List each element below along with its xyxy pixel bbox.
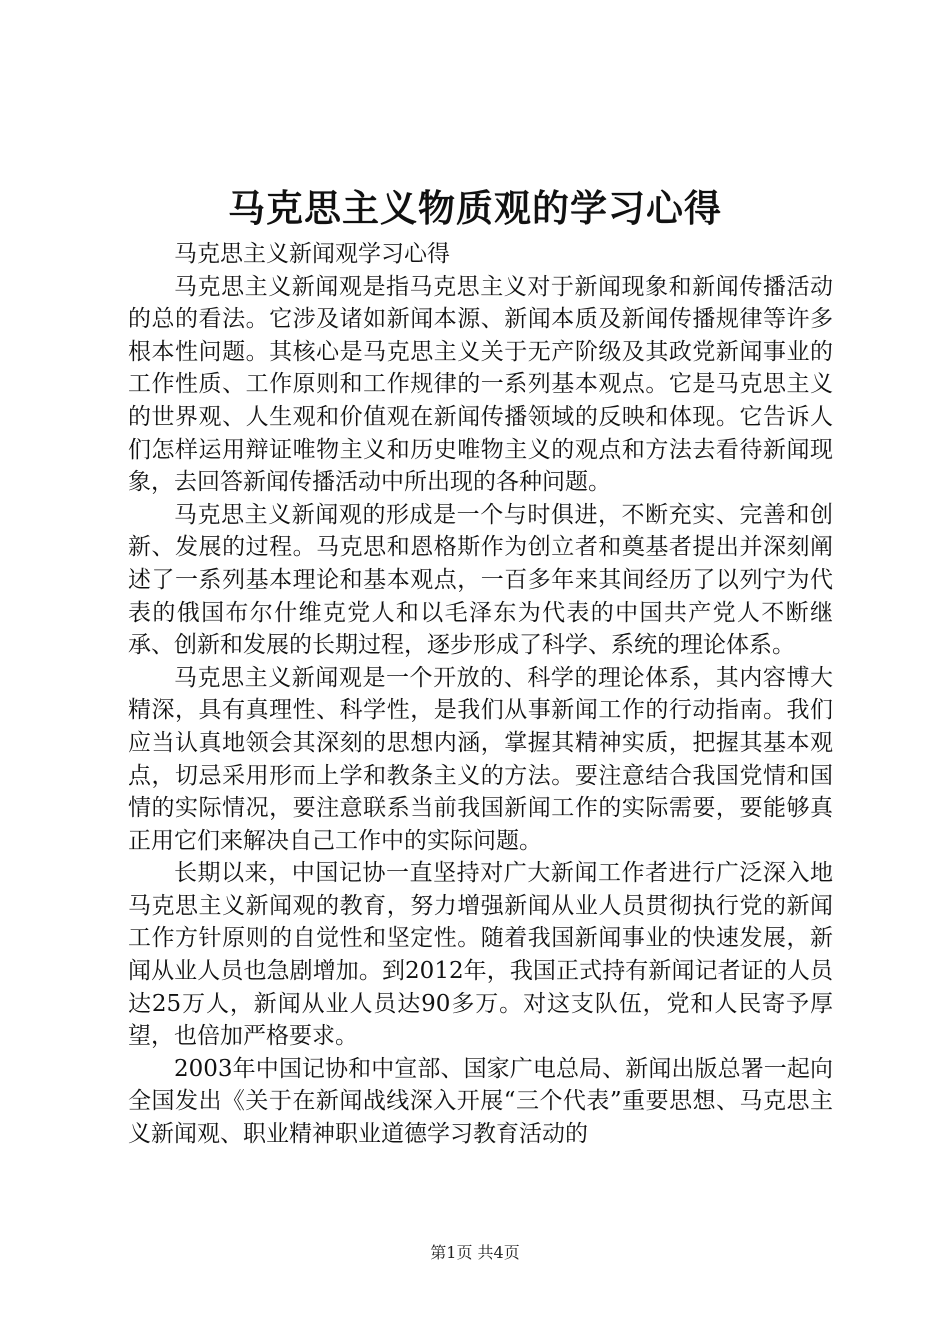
document-subtitle: 马克思主义新闻观学习心得: [174, 241, 450, 267]
paragraph-5: 2003年中国记协和中宣部、国家广电总局、新闻出版总署一起向全国发出《关于在新闻战线深入开展“三个代表”重要思想、马克思主义新闻观、职业精神职业道德学习教育活动的: [128, 1055, 833, 1148]
document-title: 马克思主义物质观的学习心得: [228, 186, 722, 230]
paragraph-2: 马克思主义新闻观的形成是一个与时俱进，不断充实、完善和创新、发展的过程。马克思和恩格斯作为创立者和奠基者提出并深刻阐述了一系列基本理论和基本观点，一百多年来其间经历了以列宁为代表的俄国布尔什维克党人和以毛泽东为代表的中国共产党人不断继承、创新和发展的长期过程，逐步形成了科学、系统的理论体系。: [128, 501, 833, 659]
document-body: [128, 238, 833, 1151]
paragraph-4: 长期以来，中国记协一直坚持对广大新闻工作者进行广泛深入地马克思主义新闻观的教育，努力增强新闻从业人员贯彻执行党的新闻工作方针原则的自觉性和坚定性。随着我国新闻事业的快速发展，新闻从业人员也急剧增加。到2012年，我国正式持有新闻记者证的人员达25万人，新闻从业人员达90多万。对这支队伍，党和人民寄予厚望，也倍加严格要求。: [128, 860, 833, 1050]
paragraph-1: 马克思主义新闻观是指马克思主义对于新闻现象和新闻传播活动的总的看法。它涉及诸如新闻本源、新闻本质及新闻传播规律等许多根本性问题。其核心是马克思主义关于无产阶级及其政党新闻事业的工作性质、工作原则和工作规律的一系列基本观点。它是马克思主义的世界观、人生观和价值观在新闻传播领域的反映和体现。它告诉人们怎样运用辩证唯物主义和历史唯物主义的观点和方法去看待新闻现象，去回答新闻传播活动中所出现的各种问题。: [128, 273, 833, 496]
page-footer: 第1页 共4页: [430, 1243, 520, 1262]
paragraph-3: 马克思主义新闻观是一个开放的、科学的理论体系，其内容博大精深，具有真理性、科学性，是我们从事新闻工作的行动指南。我们应当认真地领会其深刻的思想内涵，掌握其精神实质，把握其基本观点，切忌采用形而上学和教条主义的方法。要注意结合我国党情和国情的实际情况，要注意联系当前我国新闻工作的实际需要，要能够真正用它们来解决自己工作中的实际问题。: [128, 664, 833, 854]
